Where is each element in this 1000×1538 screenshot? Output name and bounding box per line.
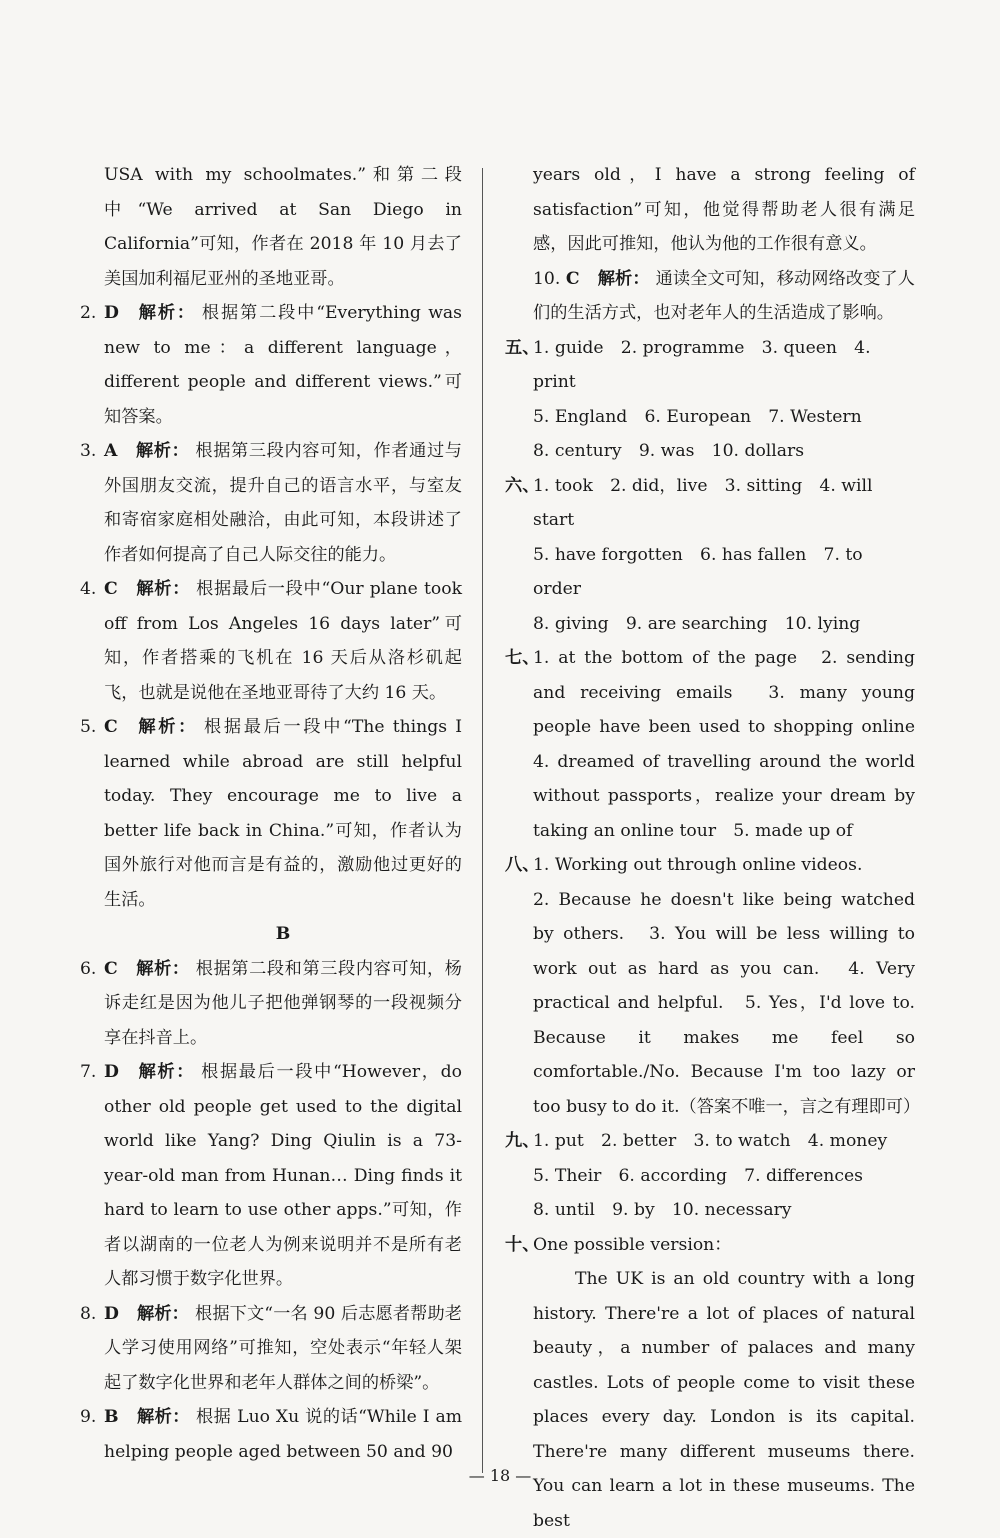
- analysis-label: 解析：: [136, 1303, 189, 1324]
- section-number: 十、: [505, 1234, 540, 1255]
- answer-letter: C: [565, 268, 580, 289]
- answer-letter: A: [104, 441, 118, 461]
- section-number: 六、: [505, 475, 540, 496]
- section-body: [533, 1228, 915, 1263]
- analysis-text: 根据最后一段中“The things I learned while abroad are still helpful today. They encourage me to live a better life back in China.”可知，作者认为国外旅行对他而言是有益的，激励他过更好的生活。: [104, 717, 462, 910]
- item-number: 5.: [80, 717, 97, 737]
- essay-paragraph: The UK is an old country with a long history. There're a lot of places of natural beauty，a number of palaces and many castles. Lots of people come to visit these places every day. London is its capital. There're many different museums there. You can learn a lot in these museums. The best: [533, 1269, 915, 1531]
- item-body: [104, 296, 462, 434]
- item-number: 9.: [80, 1407, 97, 1427]
- analysis-text: 根据 Luo Xu 说的话“While I am helping people aged between 50 and 90: [104, 1407, 462, 1462]
- section-8: [505, 848, 921, 1124]
- answer-line: One possible version：: [533, 1234, 732, 1255]
- section-body: [533, 1124, 915, 1228]
- section-6: [505, 469, 915, 642]
- section-number: 九、: [505, 1131, 540, 1151]
- answer-line: 1. put 2. better 3. to watch 4. money: [533, 1131, 888, 1151]
- answer-line: 1. took 2. did，live 3. sitting 4. will start: [533, 475, 873, 530]
- answer-letter: C: [104, 579, 118, 599]
- answer-item-4: [80, 572, 462, 710]
- item-number: 7.: [80, 1062, 97, 1082]
- answer-line: 1. guide 2. programme 3. queen 4. print: [533, 337, 871, 392]
- analysis-label: 解析：: [136, 1407, 190, 1427]
- section-number: 七、: [505, 648, 540, 668]
- analysis-text: 根据第二段和第三段内容可知，杨诉走红是因为他儿子把他弹钢琴的一段视频分享在抖音上。: [104, 958, 462, 1048]
- left-column: [80, 158, 462, 1469]
- answer-item-6: [80, 952, 462, 1056]
- answer-letter: D: [104, 1303, 119, 1324]
- item-body: [104, 572, 462, 710]
- answer-line: 8. giving 9. are searching 10. lying: [533, 613, 861, 634]
- column-divider: [482, 168, 483, 1473]
- analysis-label: 解析：: [135, 579, 191, 599]
- section-9: [505, 1124, 915, 1228]
- analysis-label: 解析：: [135, 717, 198, 737]
- item-number: 4.: [80, 579, 97, 599]
- item-body: [104, 1297, 462, 1401]
- section-10: [505, 1228, 915, 1263]
- answer-line: 2. Because he doesn't like being watched by others. 3. You will be less willing to work out as hard as you can. 4. Very practical and helpful. 5. Yes，I'd love to. Because it makes me feel so comfortable./No. Because I'm too lazy or too busy to do it.（答案不唯一，言之有理即可）: [533, 889, 921, 1117]
- item-number: 6.: [80, 958, 97, 979]
- answer-letter: C: [104, 958, 118, 979]
- answer-item-8: [80, 1297, 462, 1401]
- item-number: 8.: [80, 1303, 97, 1324]
- answer-item-2: [80, 296, 462, 434]
- answer-line: 1. at the bottom of the page 2. sending and receiving emails 3. many young people have been used to shopping online 4. dreamed of travelling around the world without passports，realize your dream by taking an online tour 5. made up of: [533, 648, 933, 841]
- answer-letter: D: [104, 303, 119, 323]
- item-number: 10.: [533, 268, 561, 289]
- analysis-text: 根据第二段中“Everything was new to me：a different language，different people and different views.”可知答案。: [104, 303, 462, 427]
- answer-line: 5. England 6. European 7. Western: [533, 406, 862, 427]
- section-number: 八、: [505, 855, 540, 875]
- section-body: [533, 469, 915, 642]
- answer-item-10: [505, 262, 915, 331]
- section-b-heading: B: [275, 924, 291, 944]
- answer-item-9: [80, 1400, 462, 1469]
- analysis-label: 解析：: [135, 958, 190, 979]
- analysis-text: 根据下文“一名 90 后志愿者帮助老人学习使用网络”可推知，空处表示“年轻人架起了数字化世界和老年人群体之间的桥梁”。: [104, 1303, 462, 1393]
- answer-letter: B: [104, 1407, 119, 1427]
- continued-item-9: [505, 158, 915, 262]
- section-body: [533, 331, 915, 469]
- item-body: [533, 262, 915, 331]
- item-body: [104, 434, 462, 572]
- item-body: [104, 952, 462, 1056]
- page-number: — 18 —: [468, 1466, 532, 1485]
- item-body: [104, 1055, 462, 1297]
- answer-letter: C: [104, 717, 118, 737]
- answer-line: 1. Working out through online videos.: [533, 855, 863, 875]
- analysis-label: 解析：: [135, 441, 190, 461]
- answer-line: 8. century 9. was 10. dollars: [533, 441, 805, 461]
- analysis-text: 根据第三段内容可知，作者通过与外国朋友交流，提升自己的语言水平，与室友和寄宿家庭相处融洽，由此可知，本段讲述了作者如何提高了自己人际交往的能力。: [104, 441, 462, 565]
- item-body: [104, 1400, 462, 1469]
- analysis-text: 根据最后一段中“Our plane took off from Los Angeles 16 days later”可知，作者搭乘的飞机在 16 天后从洛杉矶起飞，也就是说他在圣地亚哥待了大约 16 天。: [104, 579, 462, 703]
- analysis-label: 解析：: [136, 303, 196, 323]
- item-body: [104, 710, 462, 917]
- section-number: 五、: [505, 337, 540, 358]
- answer-item-7: [80, 1055, 462, 1297]
- answer-line: 8. until 9. by 10. necessary: [533, 1200, 792, 1220]
- right-column: [505, 158, 933, 1538]
- analysis-text: 根据最后一段中“However，do other old people get used to the digital world like Yang? Ding Qiulin is a 73-year-old man from Hunan… Ding finds it hard to learn to use other apps.”可知，作者以湖南的一位老人为例来说明并不是所有老人都习惯于数字化世界。: [104, 1062, 462, 1289]
- answer-letter: D: [104, 1062, 119, 1082]
- item-body: years old，I have a strong feeling of satisfaction”可知，他觉得帮助老人很有满足感，因此可推知，他认为他的工作很有意义。: [533, 165, 915, 254]
- item-number: 3.: [80, 441, 97, 461]
- section-7: [505, 641, 933, 848]
- continued-paragraph: USA with my schoolmates.”和第二段中“We arrived at San Diego in California”可知，作者在 2018 年 10 月去了美国加利福尼亚州的圣地亚哥。: [104, 165, 462, 289]
- answer-line: 5. have forgotten 6. has fallen 7. to order: [533, 544, 863, 599]
- analysis-text: 通读全文可知，移动网络改变了人们的生活方式，也对老年人的生活造成了影响。: [533, 268, 915, 323]
- item-number: 2.: [80, 303, 97, 323]
- section-5: [505, 331, 915, 469]
- sample-essay: [505, 1262, 915, 1538]
- answer-item-5: [80, 710, 462, 917]
- analysis-label: 解析：: [136, 1062, 196, 1082]
- section-body: [533, 641, 933, 848]
- analysis-label: 解析：: [597, 268, 650, 289]
- section-body: [533, 848, 921, 1124]
- answer-line: 5. Their 6. according 7. differences: [533, 1165, 863, 1186]
- answer-item-3: [80, 434, 462, 572]
